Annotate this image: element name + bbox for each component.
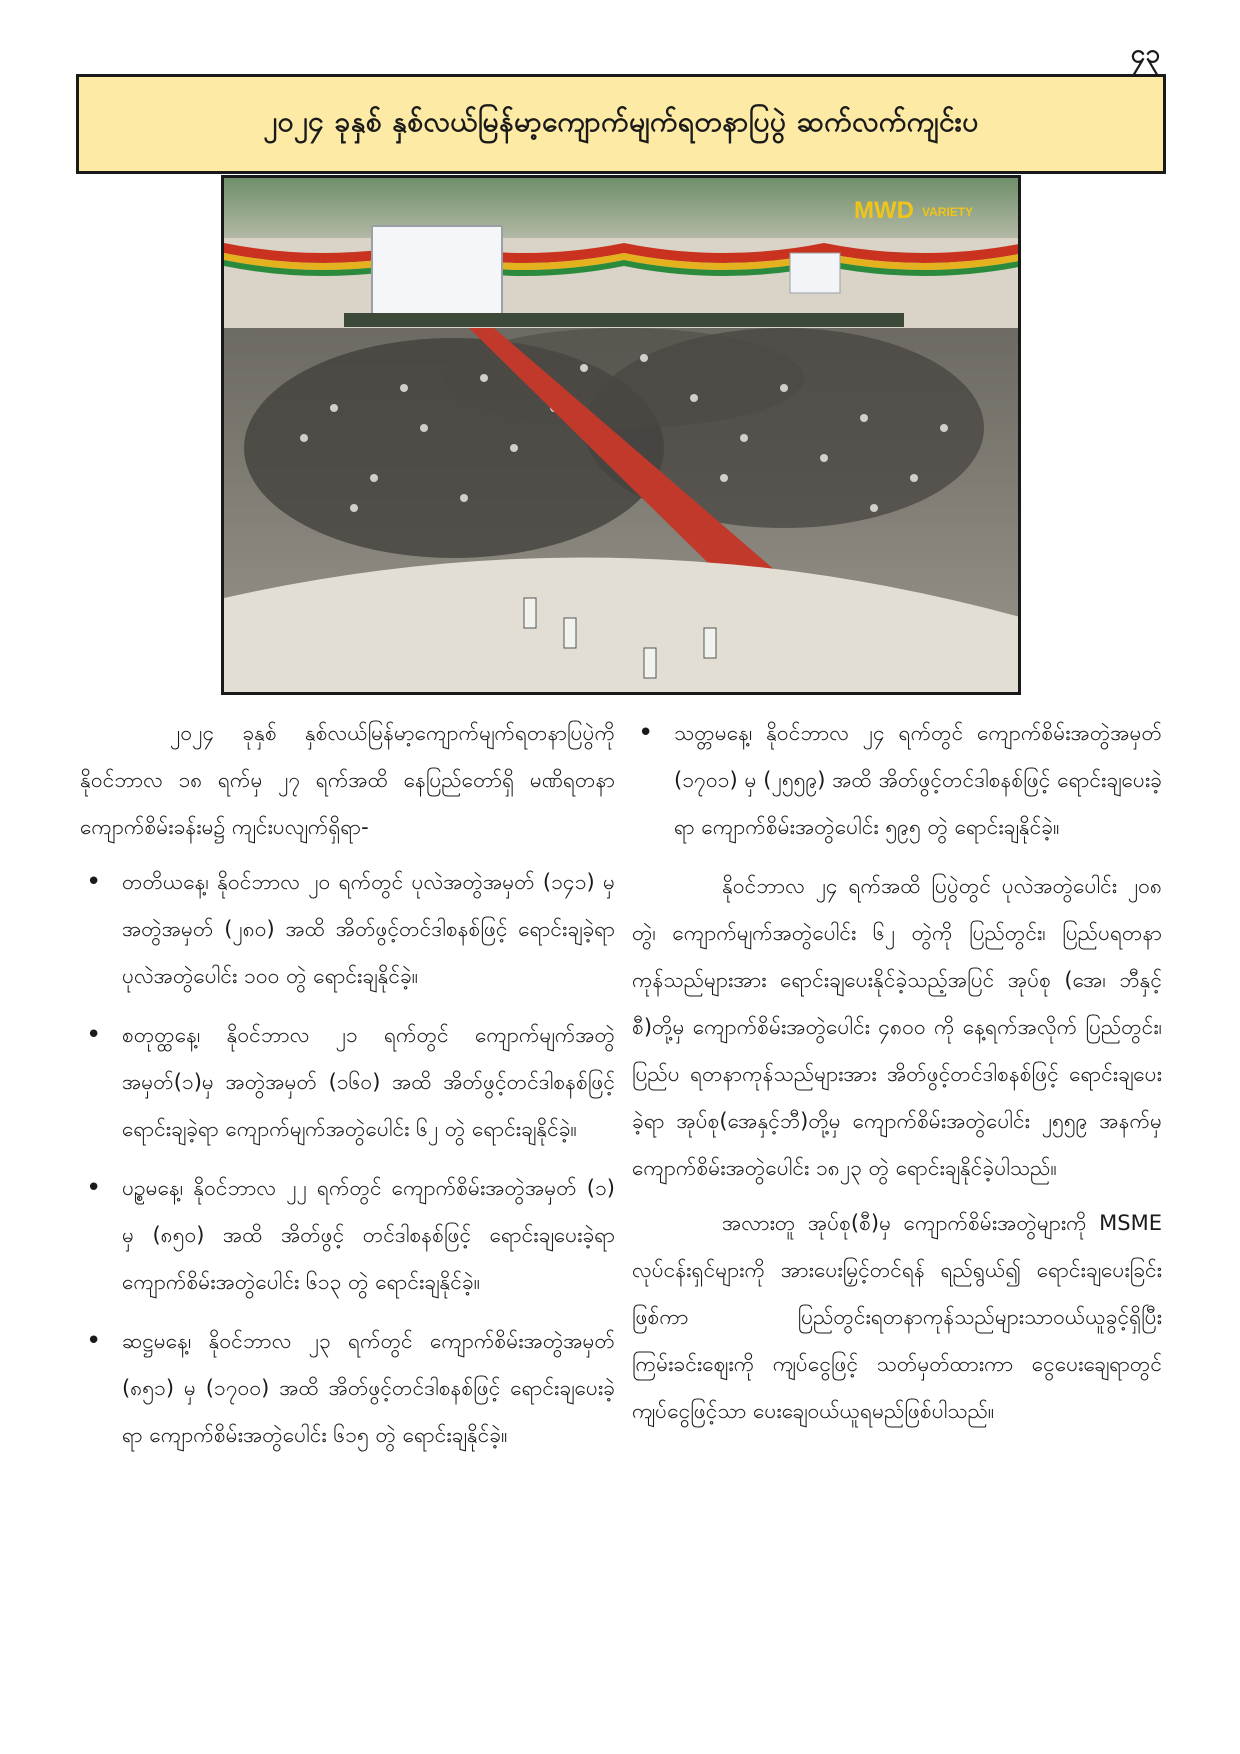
list-item: • တတိယနေ့၊ နိုဝင်ဘာလ ၂၀ ရက်တွင် ပုလဲအတွဲအမှတ် (၁၄၁) မှ အတွဲအမှတ် (၂၈၀) အထိ အိတ်ဖွင့်တင်ဒါစနစ်ဖြင့် ရောင်းချခဲ့ရာ ပုလဲအတွဲပေါင်း ၁၀၀ တွဲ ရောင်းချနိုင်ခဲ့။ [122,859,615,1000]
page-title: ၂၀၂၄ ခုနှစ် နှစ်လယ်မြန်မာ့ကျောက်မျက်ရတနာပြပွဲ ဆက်လက်ကျင်းပ [263,105,979,138]
msme-paragraph: အလားတူ အုပ်စု(စီ)မှ ကျောက်စိမ်းအတွဲများကို MSME လုပ်ငန်းရှင်များကို အားပေးမြှင့်တင်ရန် ရည်ရွယ်၍ ရောင်းချပေးခြင်းဖြစ်ကာ ပြည်တွင်းရတနာကုန်သည်များသာဝယ်ယူခွင့်ရှိပြီး ကြမ်းခင်းဈေးကို ကျပ်ငွေဖြင့် သတ်မှတ်ထားကာ ငွေပေးချေရာတွင် ကျပ်ငွေဖြင့်သာ ပေးချေဝယ်ယူရမည်ဖြစ်ပါသည်။ [632,1211,1162,1423]
projection-screen [372,226,502,316]
left-column [80,710,615,1471]
right-column [632,710,1162,1443]
right-bullet-list [632,710,1162,851]
page-number: ၄၃ [1130,39,1160,69]
list-item: • ဆဋ္ဌမနေ့၊ နိုဝင်ဘာလ ၂၃ ရက်တွင် ကျောက်စိမ်းအတွဲအမှတ် (၈၅၁) မှ (၁၇၀၀) အထိ အိတ်ဖွင့်တင်ဒါစနစ်ဖြင့် ရောင်းချပေးခဲ့ရာ ကျောက်စိမ်းအတွဲပေါင်း ၆၁၅ တွဲ ရောင်းချနိုင်ခဲ့။ [122,1318,615,1459]
summary-paragraph: နိုဝင်ဘာလ ၂၄ ရက်အထိ ပြပွဲတွင် ပုလဲအတွဲပေါင်း ၂၀၈ တွဲ၊ ကျောက်မျက်အတွဲပေါင်း ၆၂ တွဲကို ပြည်တွင်း၊ ပြည်ပရတနာကုန်သည်များအား ရောင်းချပေးနိုင်ခဲ့သည့်အပြင် အုပ်စု (အေ၊ ဘီနှင့်စီ)တို့မှ ကျောက်စိမ်းအတွဲပေါင်း ၄၈၀၀ ကို နေ့ရက်အလိုက် ပြည်တွင်း၊ ပြည်ပ ရတနာကုန်သည်များအား အိတ်ဖွင့်တင်ဒါစနစ်ဖြင့် ရောင်းချပေးခဲ့ရာ အုပ်စု(အေနှင့်ဘီ)တို့မှ ကျောက်စိမ်းအတွဲပေါင်း ၂၅၅၉ အနက်မှ ကျောက်စိမ်းအတွဲပေါင်း ၁၈၂၃ တွဲ ရောင်းချနိုင်ခဲ့ပါသည်။ [632,874,1162,1180]
list-item: • ပဉ္စမနေ့၊ နိုဝင်ဘာလ ၂၂ ရက်တွင် ကျောက်စိမ်းအတွဲအမှတ် (၁) မှ (၈၅၀) အထိ အိတ်ဖွင့် တင်ဒါစနစ်ဖြင့် ရောင်းချပေးခဲ့ရာ ကျောက်စိမ်းအတွဲပေါင်း ၆၁၃ တွဲ ရောင်းချနိုင်ခဲ့။ [122,1165,615,1306]
broadcaster-logo: MWD [854,197,914,224]
list-item: • စတုတ္ထနေ့၊ နိုဝင်ဘာလ ၂၁ ရက်တွင် ကျောက်မျက်အတွဲအမှတ်(၁)မှ အတွဲအမှတ် (၁၆၀) အထိ အိတ်ဖွင့်တင်ဒါစနစ်ဖြင့် ရောင်းချခဲ့ရာ ကျောက်မျက်အတွဲပေါင်း ၆၂ တွဲ ရောင်းချနိုင်ခဲ့။ [122,1012,615,1153]
left-bullet-list [80,859,615,1459]
title-banner [76,74,1166,174]
list-item: • သတ္တမနေ့၊ နိုဝင်ဘာလ ၂၄ ရက်တွင် ကျောက်စိမ်းအတွဲအမှတ် (၁၇၀၁) မှ (၂၅၅၉) အထိ အိတ်ဖွင့်တင်ဒါစနစ်ဖြင့် ရောင်းချပေးခဲ့ရာ ကျောက်စိမ်းအတွဲပေါင်း ၅၉၅ တွဲ ရောင်းချနိုင်ခဲ့။ [674,710,1162,851]
broadcaster-logo-text: VARIETY [922,205,974,219]
intro-paragraph: ၂၀၂၄ ခုနှစ် နှစ်လယ်မြန်မာ့ကျောက်မျက်ရတနာပြပွဲကို နိုဝင်ဘာလ ၁၈ ရက်မှ ၂၇ ရက်အထိ နေပြည်တော်ရှိ မဏိရတနာကျောက်စိမ်းခန်းမ၌ ကျင်းပလျက်ရှိရာ- [80,721,615,839]
exhibition-hall-photo [221,175,1021,695]
